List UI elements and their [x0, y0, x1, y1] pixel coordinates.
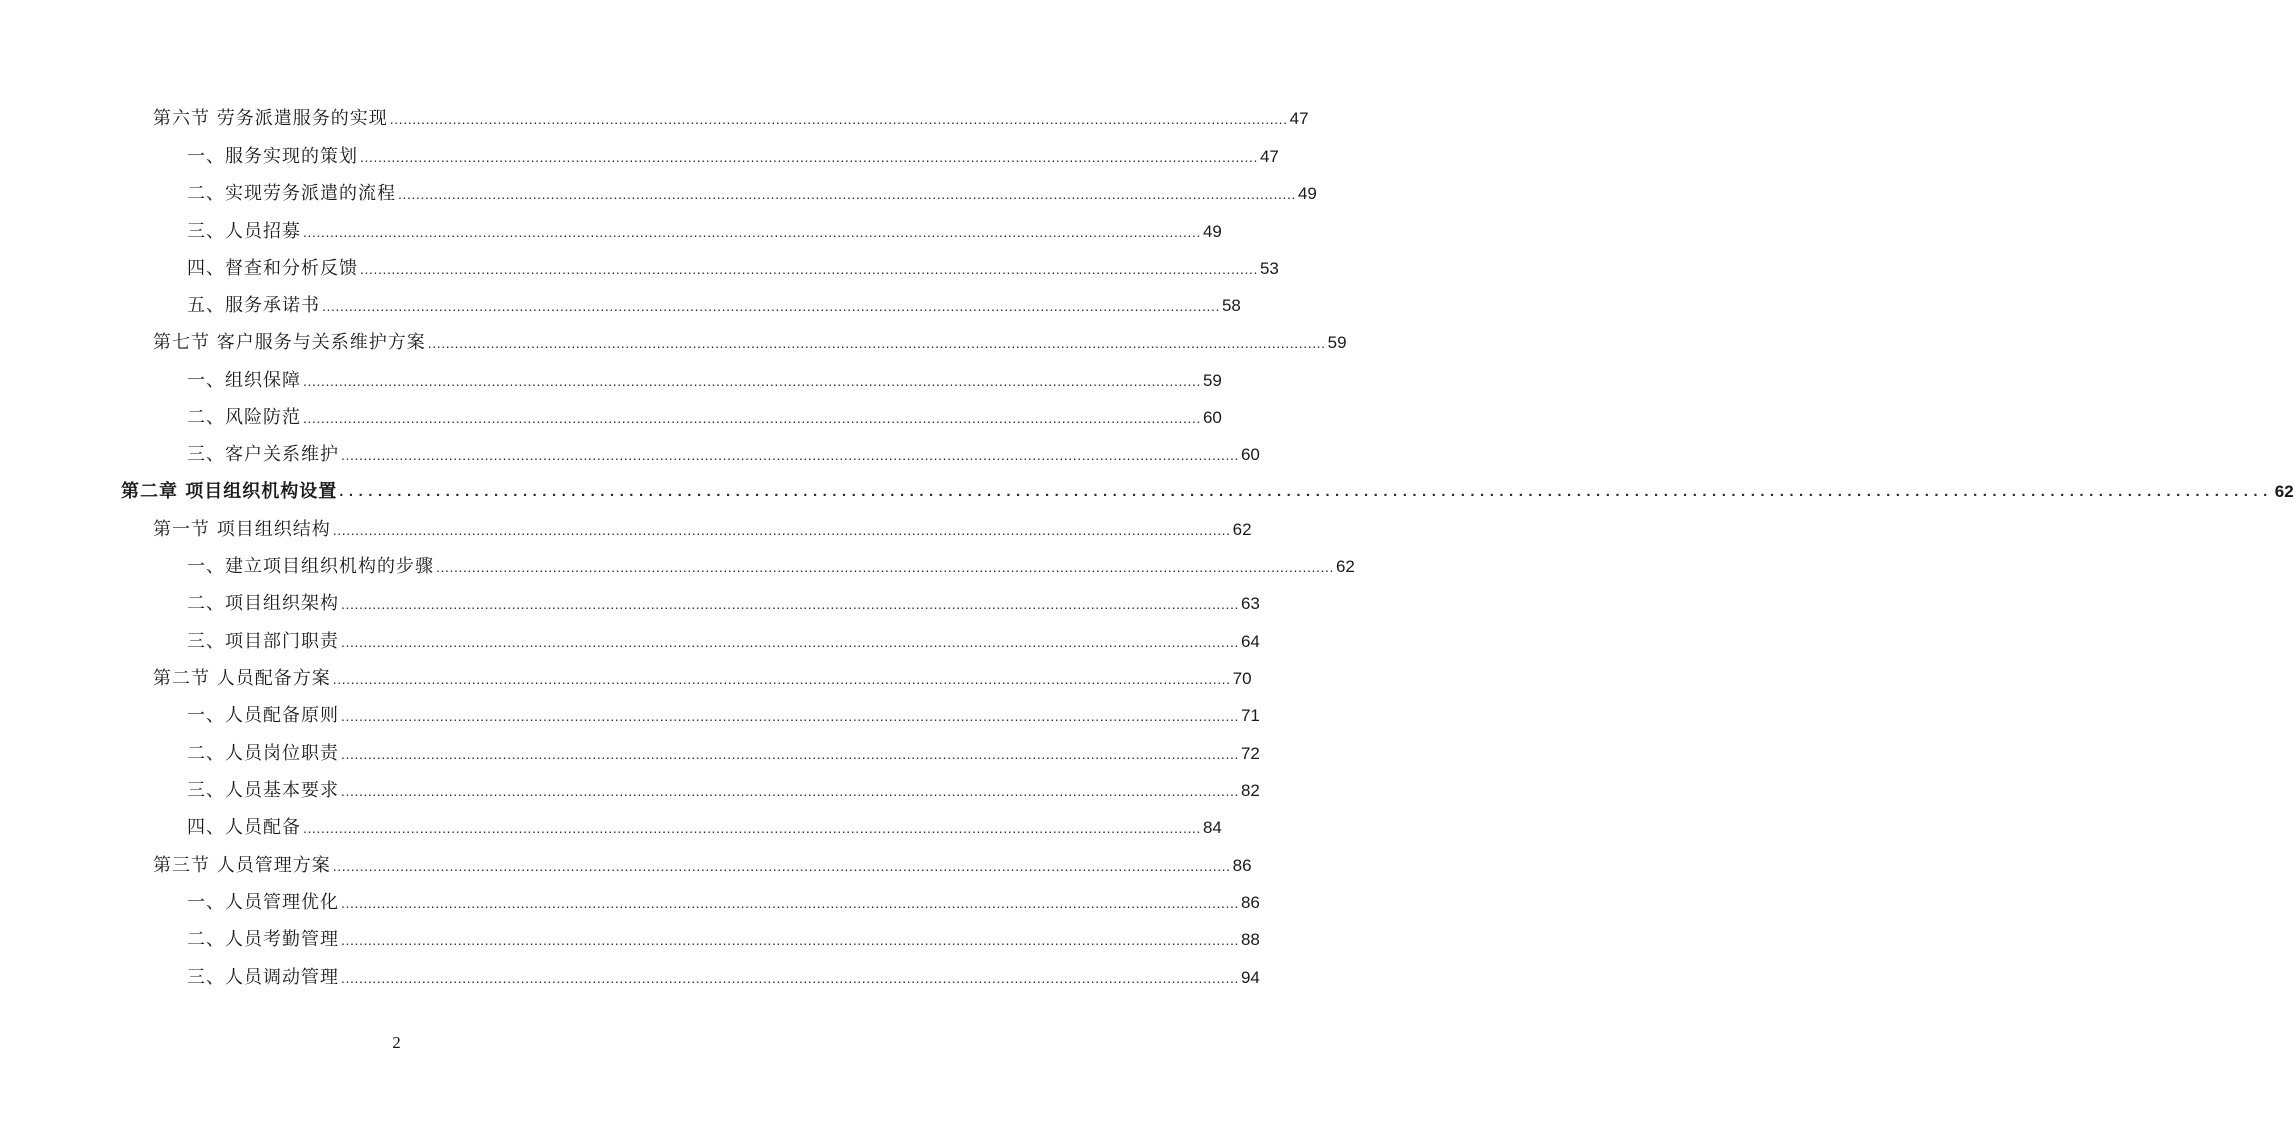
toc-entry[interactable] [187, 703, 1260, 729]
toc-entry[interactable] [187, 741, 1260, 767]
toc-entry-page: 49 [1297, 184, 1317, 203]
page-number: 2 [392, 1033, 401, 1052]
toc-leader-dots: ........................................................................................................................................................................................................ [303, 224, 1201, 240]
toc-entry-page: 94 [1240, 968, 1260, 987]
toc-entry-label: 第六节 劳务派遣服务的实现 [153, 108, 388, 129]
toc-entry-page: 86 [1240, 893, 1260, 912]
toc-entry[interactable] [153, 666, 1252, 692]
toc-leader-dots: ........................................................................................................................................................................................................ [341, 708, 1239, 724]
toc-leader-dots: ........................................................................................................................................................................................................ [332, 671, 1231, 687]
toc-entry-page: 62 [1335, 557, 1355, 576]
toc-leader-dots: ........................................................................................................................................................................................................ [341, 746, 1239, 762]
toc-entry[interactable] [187, 219, 1222, 245]
toc-chapter-entry[interactable] [121, 479, 2294, 505]
toc-entry-label: 第二节 人员配备方案 [153, 668, 331, 689]
toc-entry-label: 二、人员考勤管理 [187, 929, 339, 950]
toc-entry-label: 一、组织保障 [187, 370, 301, 391]
toc-entry[interactable] [187, 144, 1279, 170]
toc-leader-dots: ........................................................................................................................................................................................................ [332, 522, 1231, 538]
toc-entry[interactable] [153, 853, 1252, 879]
toc-leader-dots: ........................................................................................................................................................................................................ [436, 559, 1334, 575]
toc-entry-label: 三、项目部门职责 [187, 631, 339, 652]
toc-entry[interactable] [187, 256, 1279, 282]
toc-entry-label: 第二章 项目组织机构设置 [121, 481, 338, 502]
toc-leader-dots: ........................................................................................................................................................................................................ [427, 335, 1326, 351]
toc-leader-dots: ........................................................................................................................................................................................................ [303, 820, 1201, 836]
toc-leader-dots: ........................................................................................................................................................................................................ [341, 447, 1239, 463]
toc-entry-page: 86 [1232, 856, 1252, 875]
toc-entry-label: 四、督查和分析反馈 [187, 258, 358, 279]
toc-entry-label: 二、项目组织架构 [187, 593, 339, 614]
toc-leader-dots: ........................................................................................................................................................................................................ [341, 932, 1239, 948]
toc-entry-label: 一、建立项目组织机构的步骤 [187, 556, 434, 577]
toc-entry-label: 二、实现劳务派遣的流程 [187, 183, 396, 204]
toc-entry-label: 二、风险防范 [187, 407, 301, 428]
toc-entry-page: 63 [1240, 594, 1260, 613]
toc-entry-page: 59 [1327, 333, 1347, 352]
toc-entry-page: 64 [1240, 632, 1260, 651]
toc-leader-dots: ........................................................................................................................................................................................................ [332, 858, 1231, 874]
toc-entry-label: 三、客户关系维护 [187, 444, 339, 465]
toc-entry[interactable] [187, 890, 1260, 916]
toc-leader-dots: ........................................................................................................................................................................................................ [341, 634, 1239, 650]
toc-leader-dots: ........................................................................................................................................................................................................ [341, 596, 1239, 612]
toc-entry[interactable] [187, 181, 1317, 207]
toc-leader-dots: ........................................................................................................................................................................................................ [303, 373, 1201, 389]
toc-entry-label: 第七节 客户服务与关系维护方案 [153, 332, 426, 353]
toc-entry[interactable] [187, 293, 1241, 319]
toc-entry-label: 三、人员招募 [187, 221, 301, 242]
toc-entry-page: 72 [1240, 744, 1260, 763]
toc-entry-label: 三、人员基本要求 [187, 780, 339, 801]
toc-entry-page: 47 [1289, 109, 1309, 128]
toc-entry[interactable] [187, 965, 1260, 991]
toc-entry[interactable] [187, 927, 1260, 953]
toc-entry[interactable] [187, 591, 1260, 617]
toc-entry-page: 88 [1240, 930, 1260, 949]
toc-entry[interactable] [153, 517, 1252, 543]
toc-leader-dots: ........................................................................................................................................................................................................ [360, 149, 1258, 165]
toc-entry[interactable] [187, 815, 1222, 841]
toc-entry-page: 49 [1202, 222, 1222, 241]
toc-entry-label: 四、人员配备 [187, 817, 301, 838]
toc-entry[interactable] [187, 368, 1222, 394]
toc-entry-page: 59 [1202, 371, 1222, 390]
toc-entry-page: 60 [1202, 408, 1222, 427]
toc-leader-dots: ........................................................................................................................................................................................................ [303, 410, 1201, 426]
toc-entry-label: 一、人员配备原则 [187, 705, 339, 726]
toc-leader-dots: ........................................................................................................................................................................................................ [341, 783, 1239, 799]
toc-entry[interactable] [187, 778, 1260, 804]
toc-entry-page: 53 [1259, 259, 1279, 278]
toc-entry[interactable] [153, 330, 1347, 356]
toc-entry[interactable] [153, 106, 1309, 132]
toc-leader-dots: ........................................................................................................................................................................................................ [398, 186, 1296, 202]
toc-leader-dots: ........................................................................................................................................................................................................ [341, 970, 1239, 986]
toc-entry-label: 五、服务承诺书 [187, 295, 320, 316]
toc-leader-dots: ........................................................................................................................................................................................................ [322, 298, 1220, 314]
toc-entry-page: 62 [1232, 520, 1252, 539]
toc-entry-page: 47 [1259, 147, 1279, 166]
toc-entry-page: 62 [2274, 482, 2294, 501]
toc-entry-page: 70 [1232, 669, 1252, 688]
toc-entry-page: 58 [1221, 296, 1241, 315]
toc-entry[interactable] [187, 629, 1260, 655]
toc-entry-page: 82 [1240, 781, 1260, 800]
toc-leader-dots: ........................................................................................................................................................................................................ [339, 483, 2273, 500]
toc-entry-label: 一、人员管理优化 [187, 892, 339, 913]
toc-entry-label: 第一节 项目组织结构 [153, 519, 331, 540]
toc-entry[interactable] [187, 405, 1222, 431]
toc-entry-page: 60 [1240, 445, 1260, 464]
toc-entry-page: 71 [1240, 706, 1260, 725]
toc-entry[interactable] [187, 442, 1260, 468]
toc-entry[interactable] [187, 554, 1355, 580]
toc-entry-label: 第三节 人员管理方案 [153, 855, 331, 876]
toc-entry-page: 84 [1202, 818, 1222, 837]
toc-leader-dots: ........................................................................................................................................................................................................ [341, 895, 1239, 911]
toc-entry-label: 一、服务实现的策划 [187, 146, 358, 167]
toc-leader-dots: ........................................................................................................................................................................................................ [389, 111, 1288, 127]
toc-entry-label: 三、人员调动管理 [187, 967, 339, 988]
toc-leader-dots: ........................................................................................................................................................................................................ [360, 261, 1258, 277]
toc-entry-label: 二、人员岗位职责 [187, 743, 339, 764]
